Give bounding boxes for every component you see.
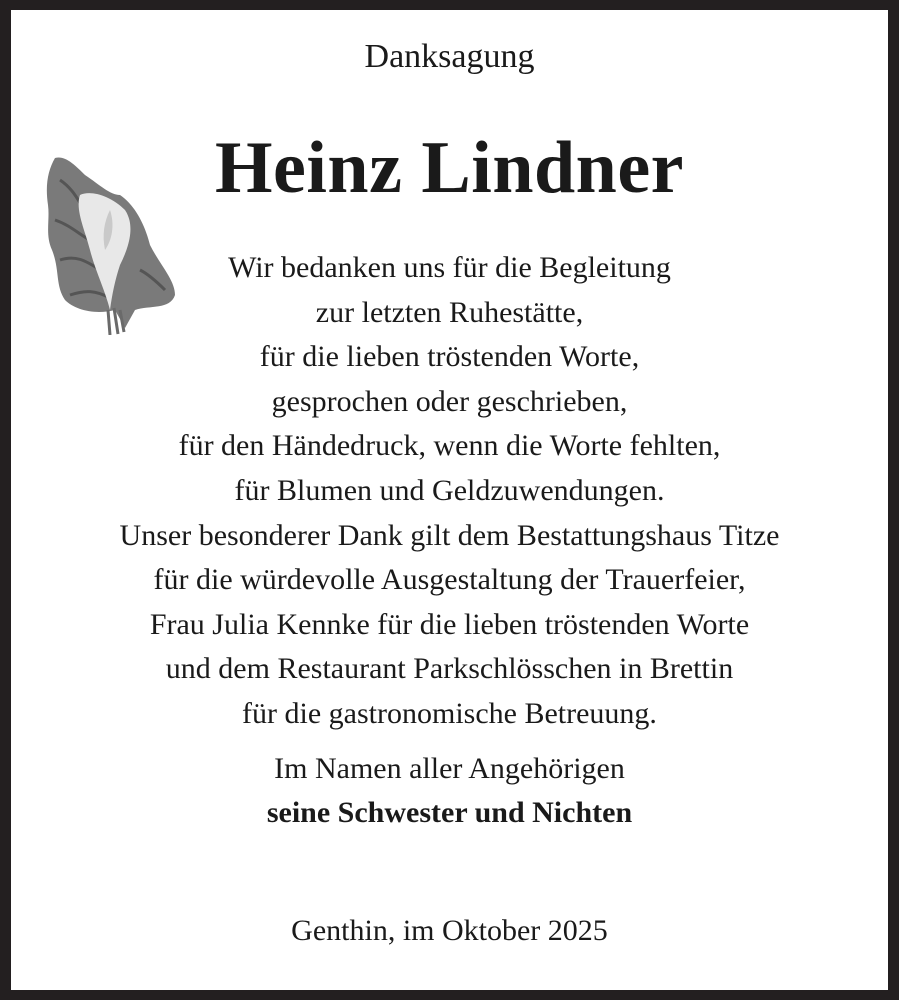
deceased-name: Heinz Lindner [214, 127, 685, 209]
body-line: zur letzten Ruhestätte, [315, 295, 584, 329]
body-line: Unser besonderer Dank gilt dem Bestattungshaus Titze [119, 518, 780, 552]
body-line: Wir bedanken uns für die Begleitung [228, 251, 671, 284]
notice-body [0, 246, 899, 737]
place-date: Genthin, im Oktober 2025 [291, 914, 608, 947]
body-line: für den Händedruck, wenn die Worte fehlten, [178, 429, 721, 463]
body-line: gesprochen oder geschrieben, [271, 384, 628, 418]
notice-heading: Danksagung [364, 38, 535, 75]
body-line: für die lieben tröstenden Worte, [259, 340, 640, 374]
body-line: Frau Julia Kennke für die lieben tröstenden Worte [149, 607, 750, 641]
signature: seine Schwester und Nichten [266, 796, 633, 829]
body-line: für die gastronomische Betreuung. [242, 696, 657, 730]
body-line: für Blumen und Geldzuwendungen. [234, 473, 665, 507]
signature-intro: Im Namen aller Angehörigen [274, 752, 625, 785]
body-line: für die würdevolle Ausgestaltung der Trauerfeier, [153, 563, 746, 597]
body-line: und dem Restaurant Parkschlösschen in Brettin [165, 652, 734, 686]
